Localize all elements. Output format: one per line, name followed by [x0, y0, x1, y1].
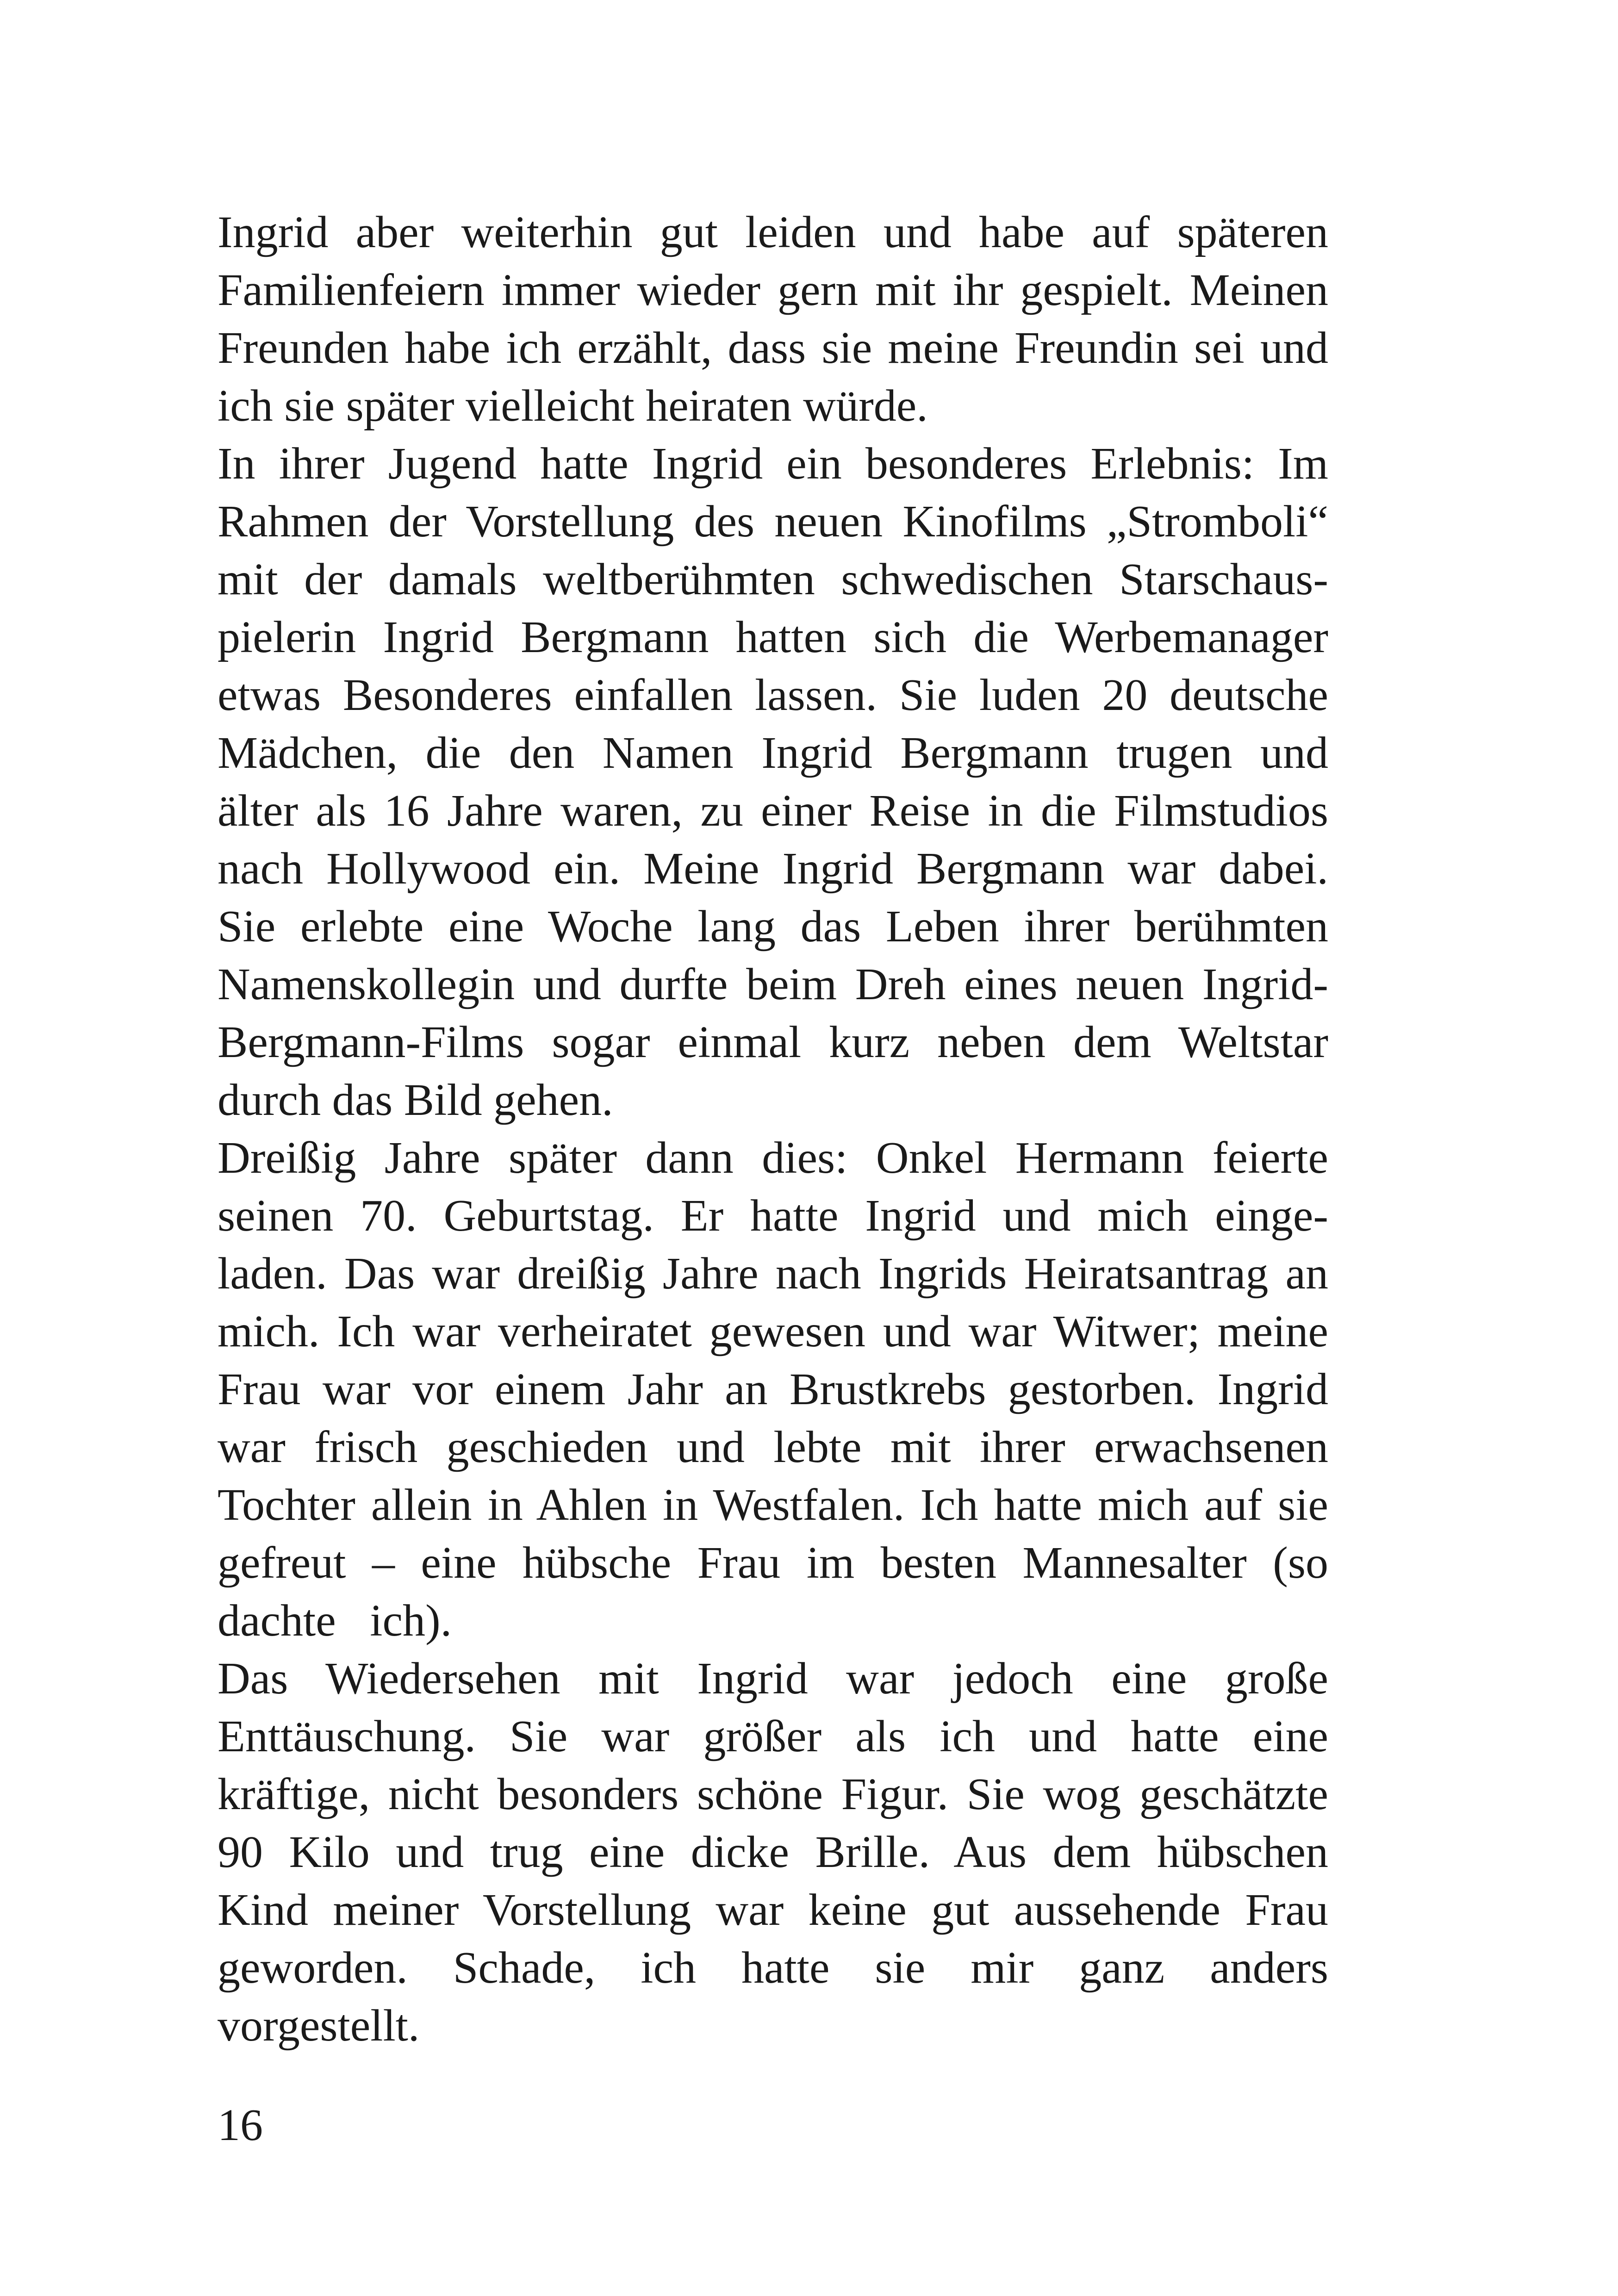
text-line: Enttäuschung. Sie war größer als ich und hatte eine [218, 1711, 1328, 1761]
text-line: pielerin Ingrid Bergmann hatten sich die Werbemanager [218, 612, 1328, 662]
text-line: durch das Bild gehen. [218, 1075, 613, 1125]
text-line: dachte ich). [218, 1596, 452, 1646]
text-line: Bergmann-Films sogar einmal kurz neben dem Weltstar [218, 1017, 1328, 1067]
text-line: älter als 16 Jahre waren, zu einer Reise in die Filmstudios [218, 786, 1328, 836]
text-line: nach Hollywood ein. Meine Ingrid Bergmann war dabei. [218, 844, 1328, 894]
text-line: war frisch geschieden und lebte mit ihrer erwachsenen [218, 1422, 1328, 1472]
text-line: geworden. Schade, ich hatte sie mir ganz anders [218, 1943, 1328, 1993]
text-line: Namenskollegin und durfte beim Dreh eines neuen Ingrid- [218, 959, 1328, 1009]
body-text [218, 204, 1328, 2055]
text-line: gefreut – eine hübsche Frau im besten Mannesalter (so [218, 1538, 1328, 1588]
text-line: Freunden habe ich erzählt, dass sie meine Freundin sei und [218, 323, 1328, 373]
text-line: Kind meiner Vorstellung war keine gut aussehende Frau [218, 1885, 1328, 1935]
text-line: mit der damals weltberühmten schwedischen Starschaus- [218, 554, 1328, 604]
text-line: Rahmen der Vorstellung des neuen Kinofilms „Stromboli“ [218, 497, 1328, 547]
text-line: Familienfeiern immer wieder gern mit ihr gespielt. Meinen [218, 265, 1328, 315]
page-number: 16 [218, 2100, 263, 2150]
text-line: seinen 70. Geburtstag. Er hatte Ingrid und mich einge- [218, 1191, 1328, 1241]
text-line: kräftige, nicht besonders schöne Figur. Sie wog geschätzte [218, 1769, 1328, 1819]
text-line: Frau war vor einem Jahr an Brustkrebs gestorben. Ingrid [218, 1364, 1328, 1414]
text-line: Dreißig Jahre später dann dies: Onkel Hermann feierte [218, 1133, 1328, 1183]
text-line: In ihrer Jugend hatte Ingrid ein besonderes Erlebnis: Im [218, 439, 1328, 489]
text-line: 90 Kilo und trug eine dicke Brille. Aus dem hübschen [218, 1827, 1328, 1877]
text-line: Tochter allein in Ahlen in Westfalen. Ich hatte mich auf sie [218, 1480, 1328, 1530]
text-line: vorgestellt. [218, 2001, 420, 2051]
text-line: Ingrid aber weiterhin gut leiden und habe auf späteren [218, 207, 1328, 257]
text-line: mich. Ich war verheiratet gewesen und war Witwer; meine [218, 1307, 1328, 1356]
text-line: Sie erlebte eine Woche lang das Leben ihrer berühmten [218, 902, 1328, 952]
text-line: laden. Das war dreißig Jahre nach Ingrids Heiratsantrag an [218, 1249, 1328, 1299]
text-line: etwas Besonderes einfallen lassen. Sie luden 20 deutsche [218, 670, 1328, 720]
text-line: Mädchen, die den Namen Ingrid Bergmann trugen und [218, 728, 1328, 778]
text-line: Das Wiedersehen mit Ingrid war jedoch eine große [218, 1654, 1328, 1704]
text-line: ich sie später vielleicht heiraten würde. [218, 381, 928, 431]
